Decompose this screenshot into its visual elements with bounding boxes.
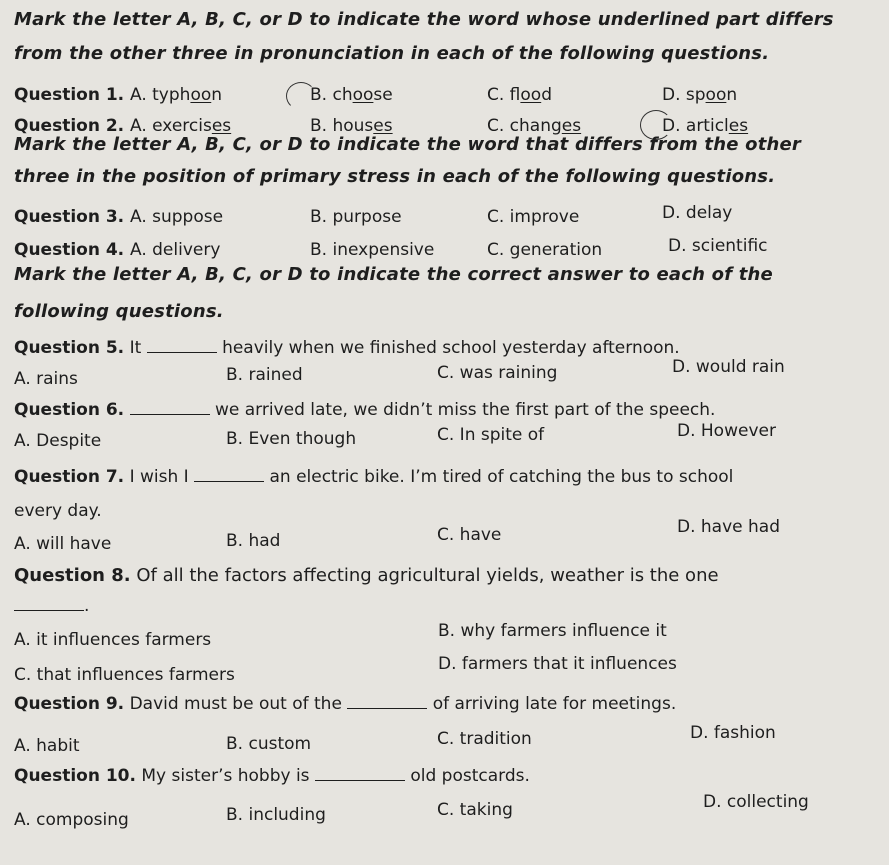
q7-option-a[interactable]: A. will have (14, 534, 112, 554)
question-7: Question 7. I wish I an electric bike. I’m tired of catching the bus to school (14, 467, 734, 487)
q4-option-a[interactable]: A. delivery (130, 240, 221, 260)
question-label: Question 3. (14, 207, 125, 227)
q7-option-d[interactable]: D. have had (677, 517, 780, 537)
question-label: Question 2. (14, 116, 125, 136)
question-1 (14, 85, 124, 105)
question-4 (14, 240, 124, 260)
q1-option-a[interactable]: A. typhoon (130, 85, 223, 105)
q3-option-d[interactable]: D. delay (662, 203, 733, 223)
question-label: Question 7. (14, 467, 125, 487)
q4-option-d[interactable]: D. scientific (668, 236, 768, 256)
q2-option-a[interactable]: A. exercises (130, 116, 232, 136)
q9-option-a[interactable]: A. habit (14, 736, 80, 756)
answer-blank[interactable] (194, 467, 264, 482)
q3-option-a[interactable]: A. suppose (130, 207, 224, 227)
question-3 (14, 207, 124, 227)
q10-option-d[interactable]: D. collecting (703, 792, 809, 812)
question-7-continuation: every day. (14, 501, 102, 521)
question-6: Question 6. we arrived late, we didn’t miss the first part of the speech. (14, 400, 716, 420)
question-label: Question 5. (14, 338, 125, 358)
section2-instruction-line1: Mark the letter A, B, C, or D to indicate the word that differs from the other (14, 134, 801, 155)
question-label: Question 10. (14, 766, 136, 786)
question-10: Question 10. My sister’s hobby is old postcards. (14, 766, 530, 786)
q2-option-c[interactable]: C. changes (487, 116, 582, 136)
question-8-continuation: . (14, 596, 89, 616)
section1-instruction-line2: from the other three in pronunciation in each of the following questions. (14, 43, 770, 64)
answer-blank[interactable] (130, 400, 210, 415)
q6-option-b[interactable]: B. Even though (226, 429, 357, 449)
q8-option-b[interactable]: B. why farmers influence it (438, 621, 667, 641)
section3-instruction-line2: following questions. (14, 301, 224, 322)
q9-option-d[interactable]: D. fashion (690, 723, 776, 743)
q7-option-c[interactable]: C. have (437, 525, 502, 545)
q10-option-a[interactable]: A. composing (14, 810, 129, 830)
answer-blank[interactable] (347, 694, 427, 709)
q10-option-c[interactable]: C. taking (437, 800, 513, 820)
question-label: Question 4. (14, 240, 125, 260)
q8-option-c[interactable]: C. that influences farmers (14, 665, 235, 685)
answer-blank[interactable] (315, 766, 405, 781)
q5-option-c[interactable]: C. was raining (437, 363, 558, 383)
section2-instruction-line2: three in the position of primary stress in each of the following questions. (14, 166, 776, 187)
section3-instruction-line1: Mark the letter A, B, C, or D to indicate the correct answer to each of the (14, 264, 773, 285)
answer-blank[interactable] (147, 338, 217, 353)
q1-option-c[interactable]: C. flood (487, 85, 552, 105)
question-5: Question 5. It heavily when we finished school yesterday afternoon. (14, 338, 680, 358)
q4-option-b[interactable]: B. inexpensive (310, 240, 435, 260)
q6-option-d[interactable]: D. However (677, 421, 776, 441)
q8-option-a[interactable]: A. it influences farmers (14, 630, 212, 650)
section1-instruction-line1: Mark the letter A, B, C, or D to indicate the word whose underlined part differs (14, 9, 834, 30)
q5-option-a[interactable]: A. rains (14, 369, 78, 389)
q7-option-b[interactable]: B. had (226, 531, 281, 551)
q5-option-b[interactable]: B. rained (226, 365, 303, 385)
q6-option-c[interactable]: C. In spite of (437, 425, 545, 445)
question-label: Question 8. (14, 565, 131, 586)
q1-option-b[interactable]: B. choose (310, 85, 393, 105)
q3-option-b[interactable]: B. purpose (310, 207, 402, 227)
question-label: Question 1. (14, 85, 125, 105)
q10-option-b[interactable]: B. including (226, 805, 326, 825)
question-2 (14, 116, 124, 136)
q8-option-d[interactable]: D. farmers that it influences (438, 654, 677, 674)
q4-option-c[interactable]: C. generation (487, 240, 603, 260)
question-8: Question 8. Of all the factors affecting agricultural yields, weather is the one (14, 565, 719, 586)
q1-option-d[interactable]: D. spoon (662, 85, 738, 105)
q2-option-d[interactable]: D. articles (662, 116, 749, 136)
question-label: Question 9. (14, 694, 125, 714)
q5-option-d[interactable]: D. would rain (672, 357, 785, 377)
q9-option-b[interactable]: B. custom (226, 734, 312, 754)
answer-blank[interactable] (14, 596, 84, 611)
q2-option-b[interactable]: B. houses (310, 116, 393, 136)
q1-answer-circle-mark (286, 82, 316, 110)
question-label: Question 6. (14, 400, 125, 420)
q6-option-a[interactable]: A. Despite (14, 431, 102, 451)
q3-option-c[interactable]: C. improve (487, 207, 580, 227)
question-9: Question 9. David must be out of the of arriving late for meetings. (14, 694, 677, 714)
q9-option-c[interactable]: C. tradition (437, 729, 532, 749)
